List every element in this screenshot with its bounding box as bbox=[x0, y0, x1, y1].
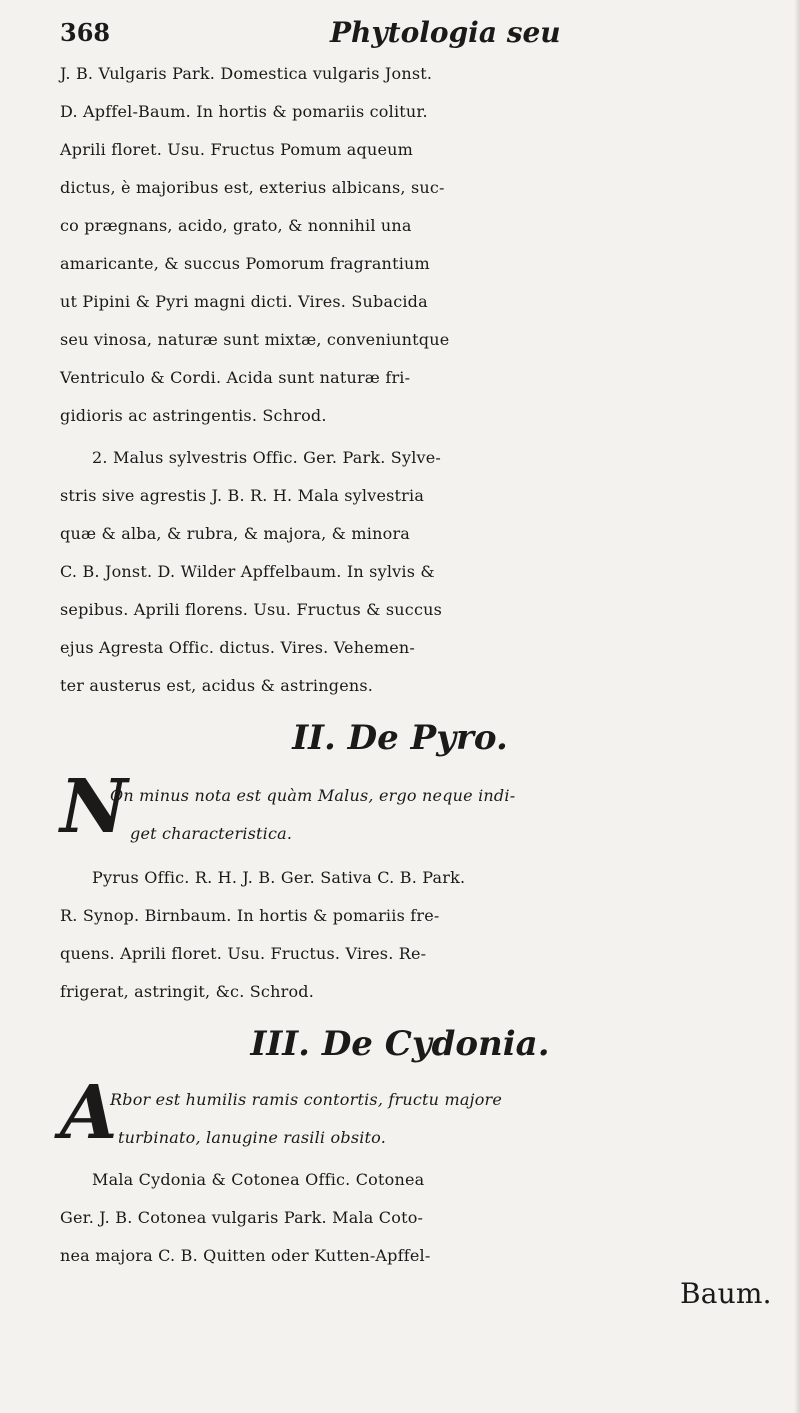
text-line: turbinato, lanugine rasili obsito. bbox=[118, 1128, 387, 1147]
text-line: Aprili floret. Usu. Fructus Pomum aqueum bbox=[60, 140, 414, 159]
text-line: get characteristica. bbox=[130, 824, 293, 843]
text-line: Ventriculo & Cordi. Acida sunt naturæ fri- bbox=[60, 368, 411, 387]
text-line: quens. Aprili floret. Usu. Fructus. Vires. Re- bbox=[60, 944, 427, 963]
text-line: frigerat, astringit, &c. Schrod. bbox=[60, 982, 315, 1001]
text-line: sepibus. Aprili florens. Usu. Fructus & succus bbox=[60, 600, 443, 619]
text-line: ut Pipini & Pyri magni dicti. Vires. Subacida bbox=[60, 292, 428, 311]
text-line: 2. Malus sylvestris Offic. Ger. Park. Sylve- bbox=[92, 448, 442, 467]
text-line: ter austerus est, acidus & astringens. bbox=[60, 676, 374, 695]
text-line: J. B. Vulgaris Park. Domestica vulgaris Jonst. bbox=[60, 64, 433, 83]
section-heading: III. De Cydonia. bbox=[250, 1024, 550, 1064]
text-line: Mala Cydonia & Cotonea Offic. Cotonea bbox=[92, 1170, 425, 1189]
text-line: ejus Agresta Offic. dictus. Vires. Vehemen- bbox=[60, 638, 416, 657]
text-line: On minus nota est quàm Malus, ergo neque indi- bbox=[110, 786, 516, 805]
text-line: Rbor est humilis ramis contortis, fructu majore bbox=[110, 1090, 503, 1109]
text-line: quæ & alba, & rubra, & majora, & minora bbox=[60, 524, 411, 543]
text-line: C. B. Jonst. D. Wilder Apffelbaum. In sylvis & bbox=[60, 562, 435, 581]
page-number: 368 bbox=[60, 18, 111, 47]
text-line: stris sive agrestis J. B. R. H. Mala sylvestria bbox=[60, 486, 425, 505]
text-line: nea majora C. B. Quitten oder Kutten-Apffel- bbox=[60, 1246, 431, 1265]
page-edge bbox=[794, 0, 800, 1413]
text-line: dictus, è majoribus est, exterius albicans, suc- bbox=[60, 178, 445, 197]
text-line: seu vinosa, naturæ sunt mixtæ, conveniuntque bbox=[60, 330, 450, 349]
text-line: gidioris ac astringentis. Schrod. bbox=[60, 406, 327, 425]
text-line: co prægnans, acido, grato, & nonnihil una bbox=[60, 216, 412, 235]
text-line: Pyrus Offic. R. H. J. B. Ger. Sativa C. B. Park. bbox=[92, 868, 466, 887]
text-line: amaricante, & succus Pomorum fragrantium bbox=[60, 254, 430, 273]
running-title: Phytologia seu bbox=[330, 16, 561, 49]
drop-cap: A bbox=[60, 1070, 118, 1156]
text-line: D. Apffel-Baum. In hortis & pomariis colitur. bbox=[60, 102, 428, 121]
text-line: Baum. bbox=[680, 1277, 772, 1310]
section-heading: II. De Pyro. bbox=[292, 718, 508, 758]
text-line: R. Synop. Birnbaum. In hortis & pomariis fre- bbox=[60, 906, 440, 925]
text-line: Ger. J. B. Cotonea vulgaris Park. Mala Coto- bbox=[60, 1208, 424, 1227]
drop-cap: N bbox=[60, 764, 128, 850]
